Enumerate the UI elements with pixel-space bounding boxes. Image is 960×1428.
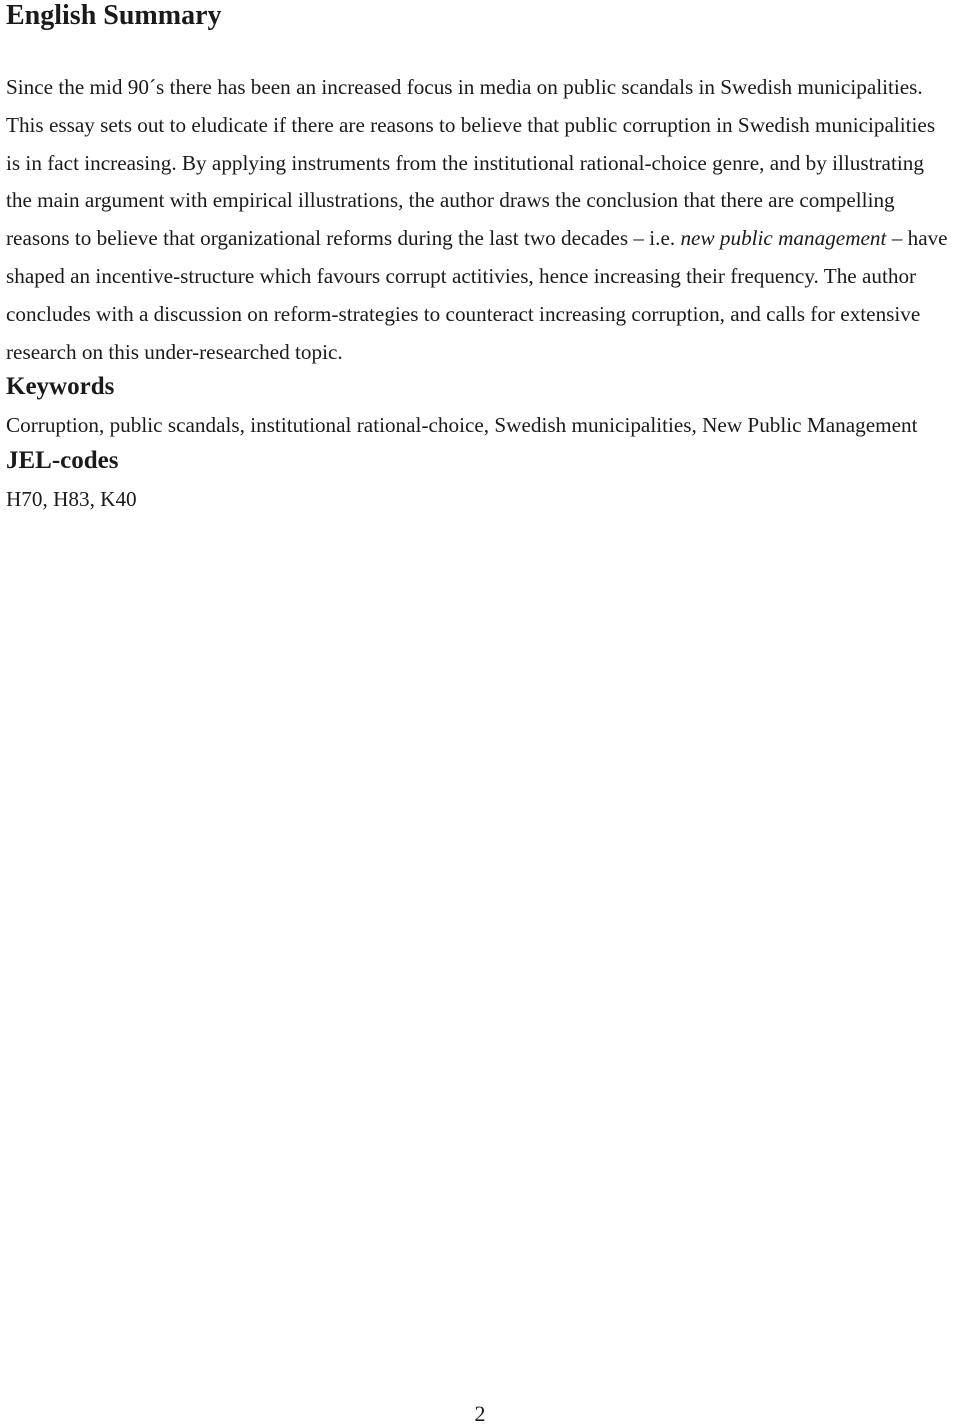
page-number: 2 [474, 1401, 486, 1426]
keywords-heading: Keywords [6, 373, 115, 401]
document-page [6, 0, 954, 519]
page-title: English Summary [6, 0, 222, 31]
summary-text-part2: – have shaped an incentive-structure which favours corrupt actitivies, hence increasing their frequency. The author concludes with a discussion on reform-strategies to counteract increasing corruption, and calls for extensive research on this under-researched topic. [6, 226, 948, 364]
jel-codes-heading: JEL-codes [6, 447, 119, 475]
jel-codes-text: H70, H83, K40 [6, 487, 137, 512]
summary-paragraph [6, 69, 954, 371]
summary-emphasis: new public management [680, 226, 887, 251]
summary-text-part1: Since the mid 90´s there has been an increased focus in media on public scandals in Swedish municipalities. This essay sets out to eludicate if there are reasons to believe that public corruption in Swedish municipalities is in fact increasing. By applying instruments from the institutional rational-choice genre, and by illustrating the main argument with empirical illustrations, the author draws the conclusion that there are compelling reasons to believe that organizational reforms during the last two decades – i.e. [6, 75, 936, 251]
keywords-text: Corruption, public scandals, institutional rational-choice, Swedish municipalities, New Public Management [6, 413, 918, 438]
